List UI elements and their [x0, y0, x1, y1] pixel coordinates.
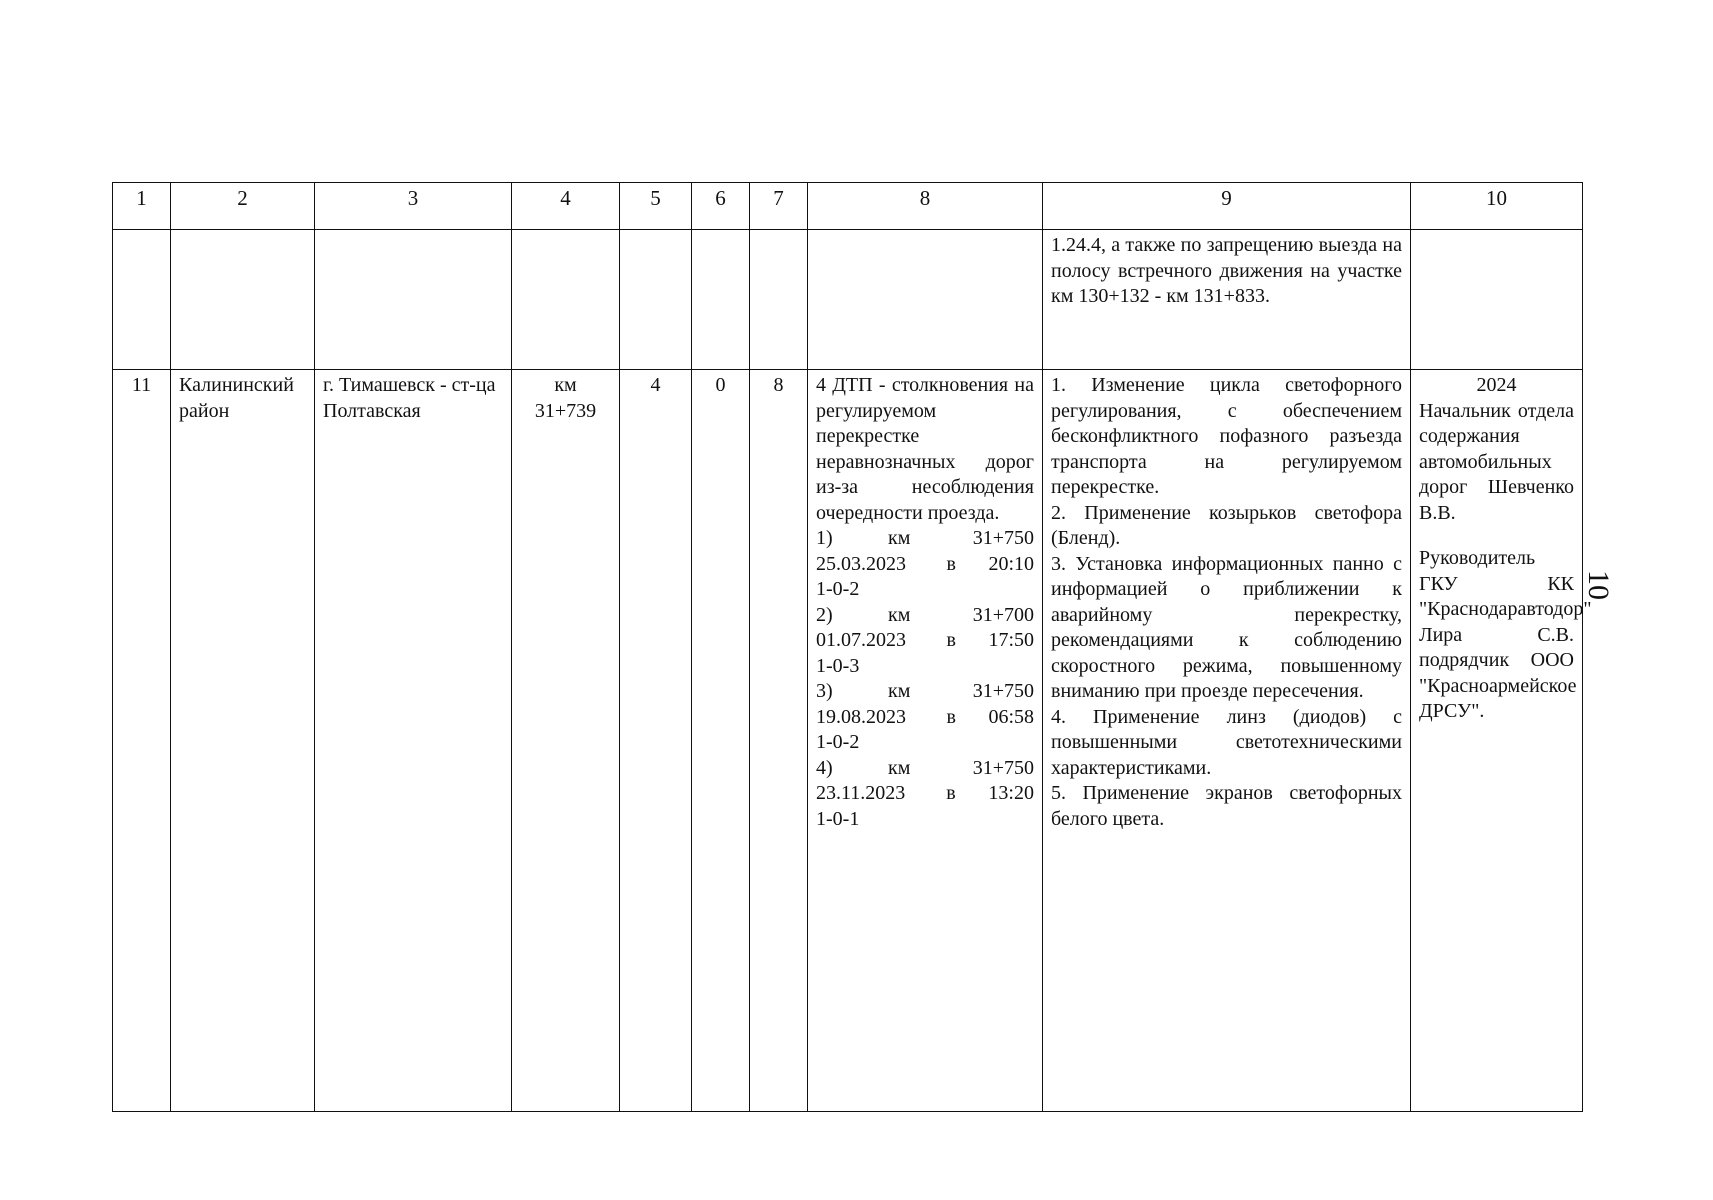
header-cell: 8 — [808, 183, 1043, 230]
district-cell: Калининский район — [171, 370, 315, 1112]
header-cell: 9 — [1043, 183, 1411, 230]
table-row — [113, 370, 1583, 1112]
page-number: 10 — [1582, 570, 1615, 600]
header-cell: 10 — [1411, 183, 1583, 230]
location-km-value: 31+739 — [534, 399, 597, 422]
measure-3: 3. Установка информационных панно с информацией о приближении к аварийному перекрестку, рекомендациями к соблюдению скоростного режима, повышенному вниманию при проезде пересечения. — [1051, 552, 1402, 702]
header-cell: 3 — [315, 183, 512, 230]
incident-2-line2: 01.07.2023 в 17:50 — [816, 629, 1034, 651]
count-cell-7: 8 — [750, 370, 808, 1112]
incident-4-line2: 23.11.2023 в 13:20 — [816, 782, 1034, 804]
count-cell-6: 0 — [692, 370, 750, 1112]
accidents-cell — [808, 370, 1043, 1112]
incident-2-line1: 2) км 31+700 — [816, 603, 1034, 626]
header-cell: 5 — [620, 183, 692, 230]
incident-3-line3: 1-0-2 — [816, 731, 860, 753]
measures-cell — [1043, 370, 1411, 1112]
header-row — [113, 183, 1583, 230]
measure-5: 5. Применение экранов светофорных белого цвета. — [1051, 782, 1402, 830]
responsible-cell — [1411, 370, 1592, 1112]
measure-4: 4. Применение линз (диодов) с повышенными светотехническими характеристиками. — [1051, 705, 1402, 779]
header-cell: 1 — [113, 183, 171, 230]
location-cell — [512, 370, 620, 1112]
header-cell: 6 — [692, 183, 750, 230]
incident-3-line1: 3) км 31+750 — [816, 680, 1034, 702]
incident-1-line1: 1) км 31+750 — [816, 527, 1034, 549]
incident-3-line2: 19.08.2023 в 06:58 — [816, 705, 1034, 728]
accidents-summary: 4 ДТП - столкновения на регулируемом перекрестке неравнозначных дорог из-за несоблюдения очередности проезда. — [816, 374, 1034, 524]
location-km-label: км — [554, 374, 577, 396]
measure-2: 2. Применение козырьков светофора (Бленд). — [1051, 501, 1402, 549]
continuation-row — [113, 230, 1583, 370]
measure-1: 1. Изменение цикла светофорного регулирования, с обеспечением бесконфликтного пофазного разъезда транспорта на регулируемом перекрестке. — [1051, 374, 1402, 498]
incident-4-line3: 1-0-1 — [816, 807, 860, 830]
road-cell: г. Тимашевск - ст-ца Полтавская — [315, 370, 512, 1112]
continuation-measures: 1.24.4, а также по запрещению выезда на полосу встречного движения на участке км 130+132 - км 131+833. — [1043, 230, 1411, 370]
incident-1-line2: 25.03.2023 в 20:10 — [816, 552, 1034, 575]
count-cell-5: 4 — [620, 370, 692, 1112]
header-cell: 4 — [512, 183, 620, 230]
incident-1-line3: 1-0-2 — [816, 578, 860, 600]
header-cell: 2 — [171, 183, 315, 230]
responsible-1: Начальник отдела содержания автомобильных дорог Шевченко В.В. — [1419, 399, 1574, 524]
incident-4-line1: 4) км 31+750 — [816, 756, 1034, 779]
incident-2-line3: 1-0-3 — [816, 654, 860, 677]
row-number: 11 — [113, 370, 171, 1112]
responsible-2: Руководитель ГКУ КК "Краснодаравтодор" Лира С.В. подрядчик ООО "Красноармейское ДРСУ". — [1419, 547, 1592, 722]
deadline-year: 2024 — [1476, 374, 1517, 396]
measures-table — [112, 182, 1592, 1112]
header-cell: 7 — [750, 183, 808, 230]
